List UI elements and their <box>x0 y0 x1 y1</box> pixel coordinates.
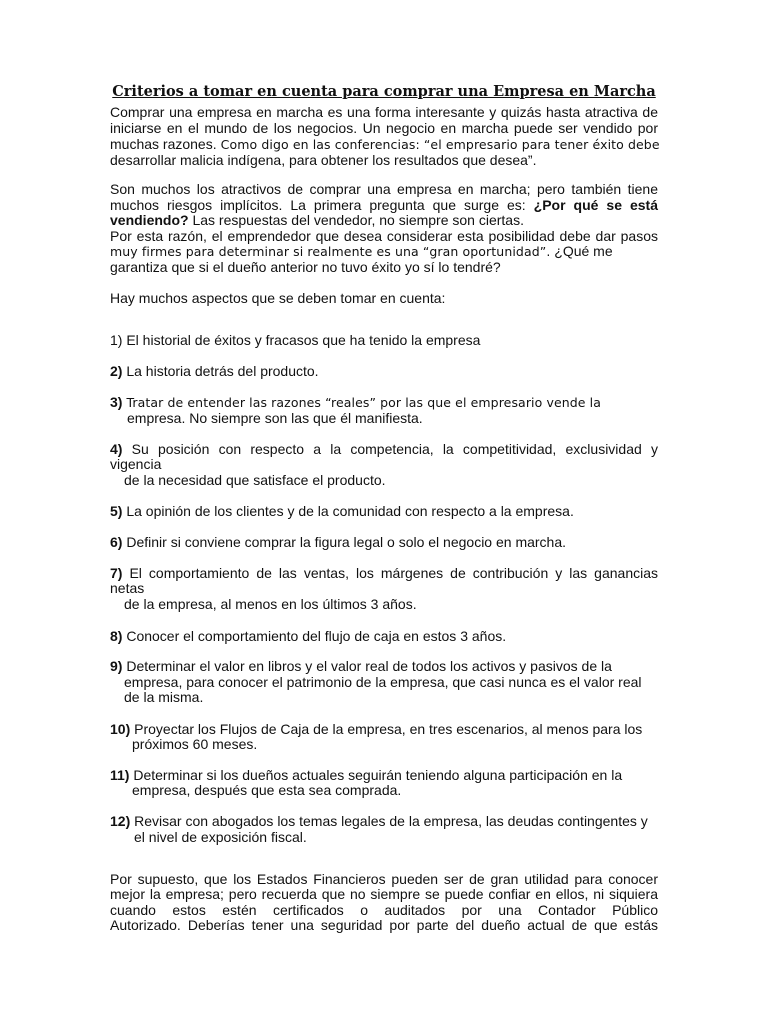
closing-line-2: mejor la empresa; pero recuerda que no siempre se puede confiar en ellos, ni siquiera <box>110 886 658 902</box>
list-item-text: Conocer el comportamiento del flujo de caja en estos 3 años. <box>122 628 507 644</box>
list-item-text: La historia detrás del producto. <box>122 363 319 379</box>
intro-line-1: Comprar una empresa en marcha es una forma interesante y quizás hasta atractiva de <box>110 104 658 120</box>
list-item-text: Revisar con abogados los temas legales de la empresa, las deudas contingentes y <box>130 813 648 829</box>
list-item-7-wrap: netas <box>110 580 145 596</box>
list-item-9-continuation-2: de la misma. <box>124 689 204 705</box>
list-item-6 <box>110 534 658 550</box>
para2-line-6: garantiza que si el dueño anterior no tuvo éxito yo sí lo tendré? <box>110 259 501 275</box>
para2-line-5a: muy firmes para determinar si realmente es una “gran oportunidad”. <box>110 244 551 259</box>
para2-line-5 <box>110 243 658 260</box>
intro-line-3a: muchas razones. <box>110 136 217 152</box>
list-item-3 <box>110 394 658 411</box>
list-item-number: 6) <box>110 534 123 550</box>
list-item-2 <box>110 363 658 379</box>
closing-line-3: cuando estos estén certificados o auditados por una Contador Público <box>110 902 658 918</box>
list-item-number: 8) <box>110 628 123 644</box>
list-item-text: Proyectar los Flujos de Caja de la empresa, en tres escenarios, al menos para los <box>130 721 643 737</box>
intro-line-3 <box>110 136 658 153</box>
para2-line-3 <box>110 212 658 228</box>
list-item-number: 3) <box>110 394 123 410</box>
list-item-number: 5) <box>110 503 123 519</box>
list-item-10 <box>110 721 658 737</box>
list-item-text: Determinar el valor en libros y el valor real de todos los activos y pasivos de la <box>122 658 612 674</box>
list-item-9-continuation: empresa, para conocer el patrimonio de la empresa, que casi nunca es el valor real <box>124 674 642 690</box>
document-title: Criterios a tomar en cuenta para comprar una Empresa en Marcha <box>112 83 656 100</box>
intro-line-4: desarrollar malicia indígena, para obtener los resultados que desea”. <box>110 152 537 168</box>
list-item-8 <box>110 628 658 644</box>
list-item-3-continuation: empresa. No siempre son las que él manifiesta. <box>127 410 423 426</box>
para2-line-2a: muchos riesgos implícitos. La primera pregunta que surge es: <box>110 197 534 213</box>
list-item-text: El comportamiento de las ventas, los márgenes de contribución y las ganancias <box>122 565 658 581</box>
para2-line-1: Son muchos los atractivos de comprar una empresa en marcha; pero también tiene <box>110 181 658 197</box>
list-item-4 <box>110 441 658 457</box>
list-item-text: Definir si conviene comprar la figura legal o solo el negocio en marcha. <box>122 534 567 550</box>
list-item-number: 2) <box>110 363 123 379</box>
intro-line-3b: Como digo en las conferencias: “el empresario para tener éxito debe <box>216 137 660 152</box>
list-item-12 <box>110 813 658 829</box>
para2-line-3b: Las respuestas del vendedor, no siempre son ciertas. <box>188 212 524 228</box>
list-item-number: 4) <box>110 441 123 457</box>
para2-line-2 <box>110 197 658 213</box>
intro-line-2: iniciarse en el mundo de los negocios. Un negocio en marcha puede ser vendido por <box>110 120 658 136</box>
list-item-11-continuation: empresa, después que esta sea comprada. <box>132 782 402 798</box>
list-item-text: La opinión de los clientes y de la comunidad con respecto a la empresa. <box>122 503 574 519</box>
list-item-7 <box>110 565 658 581</box>
list-item-text: Determinar si los dueños actuales seguirán teniendo alguna participación en la <box>129 767 623 783</box>
para2-question-part-1: ¿Por qué se está <box>533 197 658 213</box>
list-item-number: 11) <box>110 767 130 783</box>
list-item-9 <box>110 658 658 674</box>
list-item-11 <box>110 767 658 783</box>
aspects-intro: Hay muchos aspectos que se deben tomar en cuenta: <box>110 290 446 306</box>
list-item-text: Tratar de entender las razones “reales” por las que el empresario vende la <box>122 395 601 410</box>
list-item-4-wrap: vigencia <box>110 456 162 472</box>
closing-line-1: Por supuesto, que los Estados Financieros pueden ser de gran utilidad para conocer <box>110 871 658 887</box>
para2-question-part-2: vendiendo? <box>110 212 189 228</box>
list-item-number: 9) <box>110 658 123 674</box>
list-item-number: 12) <box>110 813 131 829</box>
list-item-number: 7) <box>110 565 123 581</box>
closing-line-4: Autorizado. Deberías tener una seguridad por parte del dueño actual de que estás <box>110 917 658 933</box>
list-item-4-continuation: de la necesidad que satisface el producto. <box>124 472 386 488</box>
list-item-number: 10) <box>110 721 131 737</box>
para2-line-5b: ¿Qué me <box>550 243 613 259</box>
para2-line-4: Por esta razón, el emprendedor que desea considerar esta posibilidad debe dar pasos <box>110 228 658 244</box>
list-item-12-continuation: el nivel de exposición fiscal. <box>134 829 307 845</box>
list-item-7-continuation: de la empresa, al menos en los últimos 3 años. <box>124 596 417 612</box>
list-item-text: Su posición con respecto a la competencia, la competitividad, exclusividad y <box>122 441 658 457</box>
list-item-10-continuation: próximos 60 meses. <box>132 736 258 752</box>
list-item-1: 1) El historial de éxitos y fracasos que ha tenido la empresa <box>110 332 481 348</box>
list-item-5 <box>110 503 658 519</box>
